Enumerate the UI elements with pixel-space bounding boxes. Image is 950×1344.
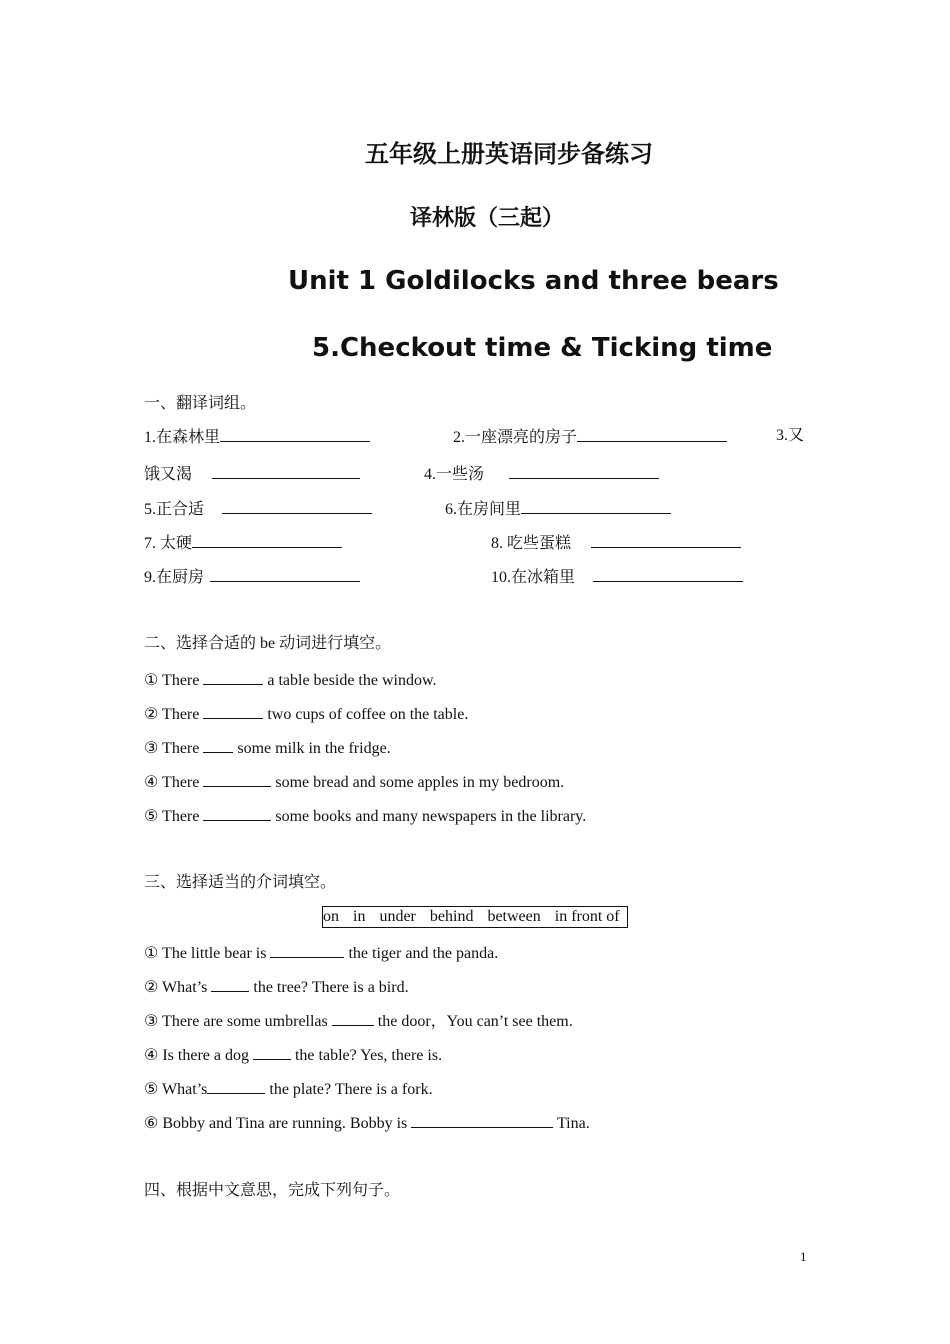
- question-item: ② What’s the tree? There is a bird.: [144, 976, 409, 998]
- answer-blank[interactable]: [332, 1010, 374, 1026]
- answer-blank[interactable]: [222, 498, 372, 514]
- document-title: 五年级上册英语同步备练习: [365, 140, 653, 168]
- word-bank-item: in: [353, 908, 366, 925]
- question-item: ① There a table beside the window.: [144, 669, 437, 691]
- question-item: ⑥ Bobby and Tina are running. Bobby is Tina.: [144, 1112, 590, 1134]
- section3-heading: 三、选择适当的介词填空。: [144, 874, 337, 891]
- answer-blank[interactable]: [192, 532, 342, 548]
- page-number: 1: [800, 1249, 807, 1264]
- question-item: ④ Is there a dog the table? Yes, there is.: [144, 1044, 442, 1066]
- answer-blank[interactable]: [203, 737, 233, 753]
- answer-blank[interactable]: [207, 1078, 265, 1094]
- answer-blank[interactable]: [211, 976, 249, 992]
- phrase-item: 饿又渴: [144, 463, 360, 485]
- unit-title: Unit 1 Goldilocks and three bears: [288, 266, 779, 296]
- phrase-item: 9.在厨房: [144, 566, 360, 588]
- word-bank-item: behind: [429, 908, 474, 925]
- answer-blank[interactable]: [509, 463, 659, 479]
- word-bank: [322, 906, 628, 928]
- phrase-item: 10.在冰箱里: [491, 566, 743, 588]
- word-bank-item: between: [487, 908, 541, 925]
- lesson-title: 5.Checkout time & Ticking time: [312, 333, 773, 363]
- question-item: ④ There some bread and some apples in my bedroom.: [144, 771, 564, 793]
- answer-blank[interactable]: [203, 703, 263, 719]
- section2-heading: 二、选择合适的 be 动词进行填空。: [144, 635, 392, 652]
- question-item: ① The little bear is the tiger and the panda.: [144, 942, 498, 964]
- answer-blank[interactable]: [212, 463, 360, 479]
- answer-blank[interactable]: [521, 498, 671, 514]
- word-bank-item: in front of: [554, 908, 620, 925]
- answer-blank[interactable]: [591, 532, 741, 548]
- answer-blank[interactable]: [203, 771, 271, 787]
- question-item: ③ There are some umbrellas the door，You can’t see them.: [144, 1010, 573, 1032]
- answer-blank[interactable]: [203, 805, 271, 821]
- answer-blank[interactable]: [203, 669, 263, 685]
- phrase-item: 1.在森林里: [144, 426, 370, 448]
- phrase-item: 5.正合适: [144, 498, 372, 520]
- answer-blank[interactable]: [577, 426, 727, 442]
- section1-heading: 一、翻译词组。: [144, 395, 257, 412]
- answer-blank[interactable]: [411, 1112, 553, 1128]
- edition-subtitle: 译林版（三起）: [410, 206, 565, 231]
- word-bank-item: under: [379, 908, 416, 925]
- phrase-item: 6.在房间里: [445, 498, 671, 520]
- question-item: ② There two cups of coffee on the table.: [144, 703, 468, 725]
- question-item: ⑤ There some books and many newspapers in the library.: [144, 805, 586, 827]
- answer-blank[interactable]: [210, 566, 360, 582]
- answer-blank[interactable]: [270, 942, 344, 958]
- answer-blank[interactable]: [593, 566, 743, 582]
- phrase-item: 2.一座漂亮的房子: [453, 426, 727, 448]
- phrase-item: 3.又: [776, 427, 805, 444]
- phrase-item: 4.一些汤: [424, 463, 659, 485]
- question-item: ⑤ What’s the plate? There is a fork.: [144, 1078, 433, 1100]
- section4-heading: 四、根据中文意思，完成下列句子。: [144, 1182, 401, 1199]
- word-bank-item: on: [323, 908, 339, 925]
- answer-blank[interactable]: [220, 426, 370, 442]
- question-item: ③ There some milk in the fridge.: [144, 737, 391, 759]
- answer-blank[interactable]: [253, 1044, 291, 1060]
- phrase-item: 7. 太硬: [144, 532, 342, 554]
- phrase-item: 8. 吃些蛋糕: [491, 532, 741, 554]
